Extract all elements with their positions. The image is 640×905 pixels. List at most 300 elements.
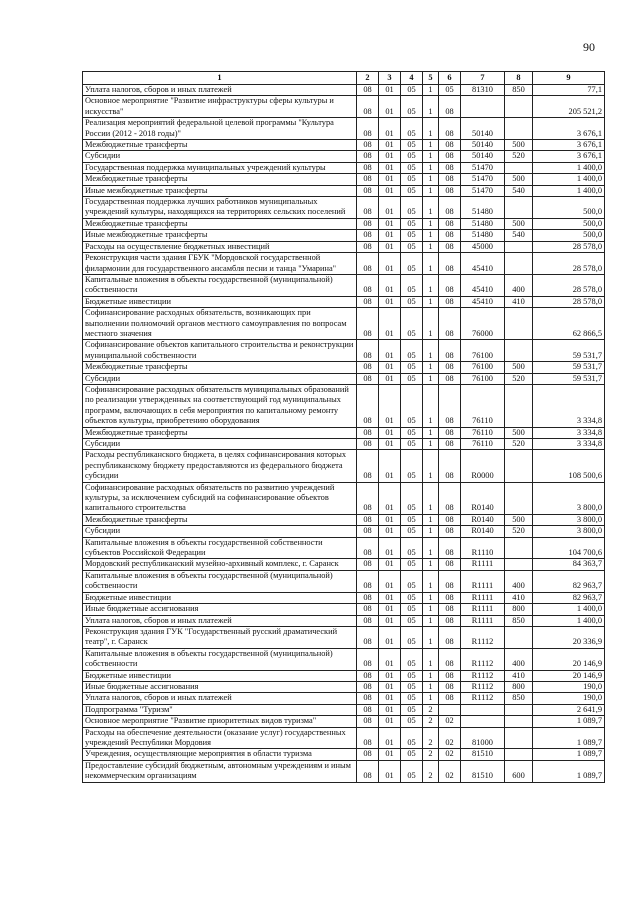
table-row xyxy=(83,427,605,438)
col-code-4-cell: 05 xyxy=(401,85,423,96)
col-code-4-cell: 05 xyxy=(401,296,423,307)
col-code-3-cell: 01 xyxy=(379,118,401,140)
col-code-6-cell: 08 xyxy=(439,174,461,185)
col-code-3-cell: 01 xyxy=(379,439,401,450)
header-cell: 1 xyxy=(83,72,357,85)
col-code-3-cell: 01 xyxy=(379,526,401,537)
row-name-cell: Мордовский республиканский музейно-архивный комплекс, г. Саранск xyxy=(83,559,357,570)
col-code-2-cell: 08 xyxy=(357,604,379,615)
col-code-2-cell: 08 xyxy=(357,362,379,373)
col-code-6-cell: 08 xyxy=(439,514,461,525)
col-code-7-cell: 76100 xyxy=(461,362,505,373)
table-row xyxy=(83,85,605,96)
col-code-5-cell: 1 xyxy=(423,615,439,626)
col-code-2-cell: 08 xyxy=(357,373,379,384)
col-code-5-cell: 1 xyxy=(423,537,439,559)
col-code-5-cell: 1 xyxy=(423,648,439,670)
col-code-4-cell: 05 xyxy=(401,514,423,525)
col-code-8-cell: 600 xyxy=(505,760,533,782)
col-code-3-cell: 01 xyxy=(379,615,401,626)
header-cell: 2 xyxy=(357,72,379,85)
col-code-7-cell: 76100 xyxy=(461,340,505,362)
table-row xyxy=(83,693,605,704)
col-code-7-cell: R1112 xyxy=(461,681,505,692)
col-code-6-cell: 08 xyxy=(439,218,461,229)
col-code-8-cell: 540 xyxy=(505,230,533,241)
table-row xyxy=(83,296,605,307)
col-code-2-cell: 08 xyxy=(357,648,379,670)
row-amount-cell: 77,1 xyxy=(533,85,605,96)
col-code-2-cell: 08 xyxy=(357,514,379,525)
col-code-5-cell: 1 xyxy=(423,670,439,681)
col-code-2-cell: 08 xyxy=(357,482,379,514)
row-amount-cell: 1 089,7 xyxy=(533,749,605,760)
table-row xyxy=(83,482,605,514)
col-code-4-cell: 05 xyxy=(401,230,423,241)
row-amount-cell: 1 400,0 xyxy=(533,162,605,173)
header-cell: 3 xyxy=(379,72,401,85)
col-code-6-cell xyxy=(439,704,461,715)
row-name-cell: Бюджетные инвестиции xyxy=(83,592,357,603)
col-code-4-cell: 05 xyxy=(401,626,423,648)
row-name-cell: Основное мероприятие "Развитие инфраструктуры сферы культуры и искусства" xyxy=(83,96,357,118)
col-code-8-cell xyxy=(505,197,533,219)
col-code-8-cell: 500 xyxy=(505,218,533,229)
table-row xyxy=(83,174,605,185)
col-code-2-cell: 08 xyxy=(357,681,379,692)
row-amount-cell: 82 963,7 xyxy=(533,570,605,592)
col-code-4-cell: 05 xyxy=(401,218,423,229)
col-code-6-cell: 02 xyxy=(439,760,461,782)
table-row xyxy=(83,118,605,140)
col-code-6-cell: 08 xyxy=(439,340,461,362)
col-code-4-cell: 05 xyxy=(401,570,423,592)
col-code-7-cell: R1111 xyxy=(461,570,505,592)
row-amount-cell: 1 400,0 xyxy=(533,604,605,615)
table-row xyxy=(83,559,605,570)
col-code-8-cell: 400 xyxy=(505,648,533,670)
col-code-8-cell: 850 xyxy=(505,615,533,626)
row-amount-cell: 62 866,5 xyxy=(533,308,605,340)
col-code-2-cell: 08 xyxy=(357,526,379,537)
col-code-4-cell: 05 xyxy=(401,559,423,570)
table-row xyxy=(83,197,605,219)
col-code-7-cell: R0000 xyxy=(461,450,505,482)
row-name-cell: Софинансирование расходных обязательств по развитию учреждений культуры, за исключением субсидий на софинансирование объектов капитального строительства xyxy=(83,482,357,514)
col-code-3-cell: 01 xyxy=(379,197,401,219)
col-code-6-cell: 08 xyxy=(439,151,461,162)
col-code-2-cell: 08 xyxy=(357,96,379,118)
row-name-cell: Бюджетные инвестиции xyxy=(83,670,357,681)
col-code-3-cell: 01 xyxy=(379,96,401,118)
col-code-6-cell: 08 xyxy=(439,626,461,648)
col-code-8-cell: 500 xyxy=(505,174,533,185)
row-amount-cell: 190,0 xyxy=(533,681,605,692)
col-code-8-cell: 500 xyxy=(505,140,533,151)
table-row xyxy=(83,727,605,749)
table-row xyxy=(83,253,605,275)
col-code-3-cell: 01 xyxy=(379,681,401,692)
col-code-6-cell: 08 xyxy=(439,559,461,570)
col-code-3-cell: 01 xyxy=(379,670,401,681)
table-row xyxy=(83,218,605,229)
col-code-4-cell: 05 xyxy=(401,693,423,704)
col-code-3-cell: 01 xyxy=(379,626,401,648)
row-amount-cell: 1 089,7 xyxy=(533,727,605,749)
col-code-8-cell: 410 xyxy=(505,670,533,681)
col-code-4-cell: 05 xyxy=(401,174,423,185)
col-code-7-cell: 45410 xyxy=(461,296,505,307)
col-code-3-cell: 01 xyxy=(379,514,401,525)
col-code-5-cell: 1 xyxy=(423,626,439,648)
table-row xyxy=(83,615,605,626)
col-code-4-cell: 05 xyxy=(401,384,423,427)
row-amount-cell: 3 676,1 xyxy=(533,151,605,162)
col-code-8-cell: 520 xyxy=(505,151,533,162)
col-code-6-cell: 08 xyxy=(439,384,461,427)
col-code-8-cell xyxy=(505,537,533,559)
col-code-6-cell: 08 xyxy=(439,230,461,241)
col-code-7-cell: 50140 xyxy=(461,140,505,151)
col-code-7-cell: 51480 xyxy=(461,230,505,241)
col-code-5-cell: 1 xyxy=(423,118,439,140)
col-code-5-cell: 1 xyxy=(423,482,439,514)
row-amount-cell: 28 578,0 xyxy=(533,241,605,252)
row-amount-cell: 59 531,7 xyxy=(533,340,605,362)
col-code-2-cell: 08 xyxy=(357,693,379,704)
row-name-cell: Уплата налогов, сборов и иных платежей xyxy=(83,85,357,96)
col-code-2-cell: 08 xyxy=(357,749,379,760)
row-name-cell: Капитальные вложения в объекты государственной собственности субъектов Российской Федерации xyxy=(83,537,357,559)
col-code-4-cell: 05 xyxy=(401,450,423,482)
col-code-6-cell: 02 xyxy=(439,716,461,727)
col-code-3-cell: 01 xyxy=(379,253,401,275)
col-code-3-cell: 01 xyxy=(379,704,401,715)
table-row xyxy=(83,241,605,252)
col-code-7-cell: R0140 xyxy=(461,526,505,537)
col-code-7-cell xyxy=(461,716,505,727)
header-cell: 8 xyxy=(505,72,533,85)
col-code-3-cell: 01 xyxy=(379,274,401,296)
row-amount-cell: 28 578,0 xyxy=(533,296,605,307)
col-code-7-cell: R0140 xyxy=(461,482,505,514)
col-code-2-cell: 08 xyxy=(357,241,379,252)
col-code-3-cell: 01 xyxy=(379,592,401,603)
col-code-7-cell: 81310 xyxy=(461,85,505,96)
col-code-6-cell: 08 xyxy=(439,526,461,537)
table-row xyxy=(83,716,605,727)
col-code-4-cell: 05 xyxy=(401,96,423,118)
col-code-2-cell: 08 xyxy=(357,450,379,482)
row-amount-cell: 3 676,1 xyxy=(533,140,605,151)
col-code-2-cell: 08 xyxy=(357,559,379,570)
row-name-cell: Софинансирование расходных обязательств, возникающих при выполнении полномочий органов местного самоуправления по вопросам местного значения xyxy=(83,308,357,340)
col-code-6-cell: 08 xyxy=(439,296,461,307)
col-code-8-cell: 520 xyxy=(505,526,533,537)
row-name-cell: Иные межбюджетные трансферты xyxy=(83,230,357,241)
row-amount-cell: 108 500,6 xyxy=(533,450,605,482)
col-code-6-cell: 08 xyxy=(439,185,461,196)
row-amount-cell: 3 334,8 xyxy=(533,384,605,427)
col-code-5-cell: 1 xyxy=(423,253,439,275)
col-code-3-cell: 01 xyxy=(379,727,401,749)
col-code-3-cell: 01 xyxy=(379,140,401,151)
col-code-4-cell: 05 xyxy=(401,308,423,340)
col-code-6-cell: 08 xyxy=(439,118,461,140)
col-code-6-cell: 08 xyxy=(439,693,461,704)
col-code-4-cell: 05 xyxy=(401,118,423,140)
col-code-2-cell: 08 xyxy=(357,570,379,592)
col-code-2-cell: 08 xyxy=(357,197,379,219)
col-code-4-cell: 05 xyxy=(401,253,423,275)
table-row xyxy=(83,749,605,760)
col-code-7-cell: 76100 xyxy=(461,373,505,384)
row-amount-cell: 59 531,7 xyxy=(533,362,605,373)
col-code-7-cell: 81000 xyxy=(461,727,505,749)
col-code-2-cell: 08 xyxy=(357,384,379,427)
col-code-7-cell: 50140 xyxy=(461,118,505,140)
row-amount-cell: 104 700,6 xyxy=(533,537,605,559)
row-name-cell: Иные бюджетные ассигнования xyxy=(83,604,357,615)
col-code-6-cell: 08 xyxy=(439,241,461,252)
col-code-6-cell: 08 xyxy=(439,308,461,340)
col-code-7-cell: 45410 xyxy=(461,253,505,275)
col-code-4-cell: 05 xyxy=(401,151,423,162)
row-amount-cell: 3 334,8 xyxy=(533,439,605,450)
col-code-3-cell: 01 xyxy=(379,450,401,482)
row-name-cell: Софинансирование объектов капитального строительства и реконструкции муниципальной собственности xyxy=(83,340,357,362)
row-amount-cell: 82 963,7 xyxy=(533,592,605,603)
row-name-cell: Бюджетные инвестиции xyxy=(83,296,357,307)
col-code-6-cell: 08 xyxy=(439,648,461,670)
row-amount-cell: 3 800,0 xyxy=(533,482,605,514)
col-code-3-cell: 01 xyxy=(379,482,401,514)
row-name-cell: Расходы на осуществление бюджетных инвестиций xyxy=(83,241,357,252)
row-name-cell: Капитальные вложения в объекты государственной (муниципальной) собственности xyxy=(83,570,357,592)
col-code-5-cell: 1 xyxy=(423,162,439,173)
col-code-3-cell: 01 xyxy=(379,648,401,670)
col-code-3-cell: 01 xyxy=(379,749,401,760)
col-code-7-cell: 51470 xyxy=(461,162,505,173)
col-code-7-cell: R1112 xyxy=(461,648,505,670)
col-code-8-cell xyxy=(505,704,533,715)
col-code-4-cell: 05 xyxy=(401,592,423,603)
col-code-8-cell: 410 xyxy=(505,592,533,603)
col-code-7-cell: R0140 xyxy=(461,514,505,525)
table-body xyxy=(83,85,605,783)
col-code-5-cell: 2 xyxy=(423,760,439,782)
col-code-7-cell: R1112 xyxy=(461,693,505,704)
col-code-4-cell: 05 xyxy=(401,439,423,450)
col-code-4-cell: 05 xyxy=(401,704,423,715)
col-code-5-cell: 1 xyxy=(423,362,439,373)
row-name-cell: Иные бюджетные ассигнования xyxy=(83,681,357,692)
row-name-cell: Расходы республиканского бюджета, в целях софинансирования которых республиканскому бюджету предоставляются из федерального бюджета субсидии xyxy=(83,450,357,482)
col-code-7-cell: 45410 xyxy=(461,274,505,296)
row-amount-cell: 3 676,1 xyxy=(533,118,605,140)
col-code-5-cell: 2 xyxy=(423,716,439,727)
col-code-5-cell: 1 xyxy=(423,197,439,219)
table-row xyxy=(83,96,605,118)
col-code-3-cell: 01 xyxy=(379,308,401,340)
col-code-6-cell: 08 xyxy=(439,197,461,219)
col-code-8-cell xyxy=(505,450,533,482)
row-amount-cell: 59 531,7 xyxy=(533,373,605,384)
col-code-8-cell xyxy=(505,340,533,362)
row-name-cell: Межбюджетные трансферты xyxy=(83,140,357,151)
col-code-6-cell: 08 xyxy=(439,140,461,151)
col-code-7-cell: 45000 xyxy=(461,241,505,252)
col-code-8-cell xyxy=(505,749,533,760)
row-amount-cell: 500,0 xyxy=(533,197,605,219)
col-code-7-cell xyxy=(461,704,505,715)
col-code-4-cell: 05 xyxy=(401,537,423,559)
row-name-cell: Предоставление субсидий бюджетным, автономным учреждениям и иным некоммерческим организациям xyxy=(83,760,357,782)
col-code-8-cell xyxy=(505,727,533,749)
col-code-6-cell: 08 xyxy=(439,615,461,626)
col-code-3-cell: 01 xyxy=(379,162,401,173)
col-code-3-cell: 01 xyxy=(379,362,401,373)
row-name-cell: Софинансирование расходных обязательств муниципальных образований по реализации утвержденных на соответствующий год муниципальных программ, включающих в себя мероприятия по капитальному ремонту объектов культуры, приобретению оборудования xyxy=(83,384,357,427)
col-code-3-cell: 01 xyxy=(379,151,401,162)
col-code-3-cell: 01 xyxy=(379,373,401,384)
col-code-6-cell: 08 xyxy=(439,537,461,559)
row-amount-cell: 3 334,8 xyxy=(533,427,605,438)
col-code-4-cell: 05 xyxy=(401,760,423,782)
col-code-5-cell: 1 xyxy=(423,439,439,450)
table-row xyxy=(83,140,605,151)
row-amount-cell: 1 400,0 xyxy=(533,185,605,196)
table-row xyxy=(83,570,605,592)
row-amount-cell: 3 800,0 xyxy=(533,526,605,537)
col-code-5-cell: 1 xyxy=(423,450,439,482)
col-code-5-cell: 1 xyxy=(423,274,439,296)
col-code-2-cell: 08 xyxy=(357,615,379,626)
col-code-3-cell: 01 xyxy=(379,85,401,96)
table-row xyxy=(83,308,605,340)
col-code-6-cell: 08 xyxy=(439,373,461,384)
table-row xyxy=(83,362,605,373)
col-code-6-cell: 08 xyxy=(439,439,461,450)
col-code-3-cell: 01 xyxy=(379,427,401,438)
page-number: 90 xyxy=(583,40,595,54)
col-code-5-cell: 1 xyxy=(423,570,439,592)
col-code-7-cell: R1112 xyxy=(461,626,505,648)
row-amount-cell: 1 089,7 xyxy=(533,716,605,727)
col-code-4-cell: 05 xyxy=(401,526,423,537)
col-code-2-cell: 08 xyxy=(357,151,379,162)
col-code-8-cell: 850 xyxy=(505,85,533,96)
col-code-6-cell: 08 xyxy=(439,592,461,603)
col-code-7-cell: 51480 xyxy=(461,218,505,229)
col-code-7-cell: 51470 xyxy=(461,185,505,196)
col-code-4-cell: 05 xyxy=(401,373,423,384)
col-code-7-cell: R1111 xyxy=(461,604,505,615)
table-row xyxy=(83,604,605,615)
table-row xyxy=(83,681,605,692)
col-code-8-cell xyxy=(505,308,533,340)
col-code-2-cell: 08 xyxy=(357,218,379,229)
col-code-3-cell: 01 xyxy=(379,716,401,727)
table-row xyxy=(83,373,605,384)
row-name-cell: Межбюджетные трансферты xyxy=(83,427,357,438)
col-code-3-cell: 01 xyxy=(379,537,401,559)
col-code-4-cell: 05 xyxy=(401,716,423,727)
col-code-7-cell: R1111 xyxy=(461,592,505,603)
col-code-5-cell: 1 xyxy=(423,140,439,151)
col-code-2-cell: 08 xyxy=(357,230,379,241)
col-code-4-cell: 05 xyxy=(401,648,423,670)
col-code-2-cell: 08 xyxy=(357,427,379,438)
col-code-3-cell: 01 xyxy=(379,693,401,704)
col-code-2-cell: 08 xyxy=(357,308,379,340)
col-code-8-cell: 520 xyxy=(505,373,533,384)
row-name-cell: Государственная поддержка муниципальных учреждений культуры xyxy=(83,162,357,173)
table-row xyxy=(83,185,605,196)
col-code-3-cell: 01 xyxy=(379,340,401,362)
col-code-8-cell xyxy=(505,241,533,252)
row-name-cell: Иные межбюджетные трансферты xyxy=(83,185,357,196)
table-row xyxy=(83,340,605,362)
col-code-3-cell: 01 xyxy=(379,604,401,615)
row-amount-cell: 20 146,9 xyxy=(533,648,605,670)
row-name-cell: Капитальные вложения в объекты государственной (муниципальной) собственности xyxy=(83,648,357,670)
col-code-2-cell: 08 xyxy=(357,185,379,196)
col-code-2-cell: 08 xyxy=(357,626,379,648)
col-code-7-cell: 76110 xyxy=(461,427,505,438)
col-code-8-cell xyxy=(505,96,533,118)
row-name-cell: Субсидии xyxy=(83,526,357,537)
col-code-4-cell: 05 xyxy=(401,362,423,373)
col-code-7-cell: 76110 xyxy=(461,384,505,427)
col-code-5-cell: 1 xyxy=(423,230,439,241)
col-code-6-cell: 08 xyxy=(439,274,461,296)
col-code-7-cell: 81510 xyxy=(461,749,505,760)
row-amount-cell: 20 336,9 xyxy=(533,626,605,648)
col-code-8-cell xyxy=(505,559,533,570)
row-amount-cell: 1 089,7 xyxy=(533,760,605,782)
col-code-2-cell: 08 xyxy=(357,253,379,275)
col-code-2-cell: 08 xyxy=(357,296,379,307)
row-name-cell: Субсидии xyxy=(83,151,357,162)
col-code-2-cell: 08 xyxy=(357,670,379,681)
row-amount-cell: 2 641,9 xyxy=(533,704,605,715)
col-code-2-cell: 08 xyxy=(357,174,379,185)
col-code-3-cell: 01 xyxy=(379,570,401,592)
col-code-2-cell: 08 xyxy=(357,592,379,603)
col-code-8-cell: 500 xyxy=(505,514,533,525)
col-code-7-cell: R1112 xyxy=(461,670,505,681)
header-cell: 6 xyxy=(439,72,461,85)
row-name-cell: Субсидии xyxy=(83,373,357,384)
row-amount-cell: 28 578,0 xyxy=(533,274,605,296)
col-code-5-cell: 1 xyxy=(423,151,439,162)
col-code-2-cell: 08 xyxy=(357,704,379,715)
col-code-5-cell: 1 xyxy=(423,592,439,603)
col-code-7-cell: 76110 xyxy=(461,439,505,450)
col-code-2-cell: 08 xyxy=(357,340,379,362)
row-name-cell: Межбюджетные трансферты xyxy=(83,174,357,185)
row-amount-cell: 1 400,0 xyxy=(533,174,605,185)
col-code-5-cell: 2 xyxy=(423,749,439,760)
col-code-3-cell: 01 xyxy=(379,384,401,427)
table-row xyxy=(83,760,605,782)
col-code-5-cell: 1 xyxy=(423,174,439,185)
col-code-5-cell: 1 xyxy=(423,96,439,118)
col-code-2-cell: 08 xyxy=(357,162,379,173)
col-code-5-cell: 1 xyxy=(423,559,439,570)
col-code-5-cell: 1 xyxy=(423,373,439,384)
